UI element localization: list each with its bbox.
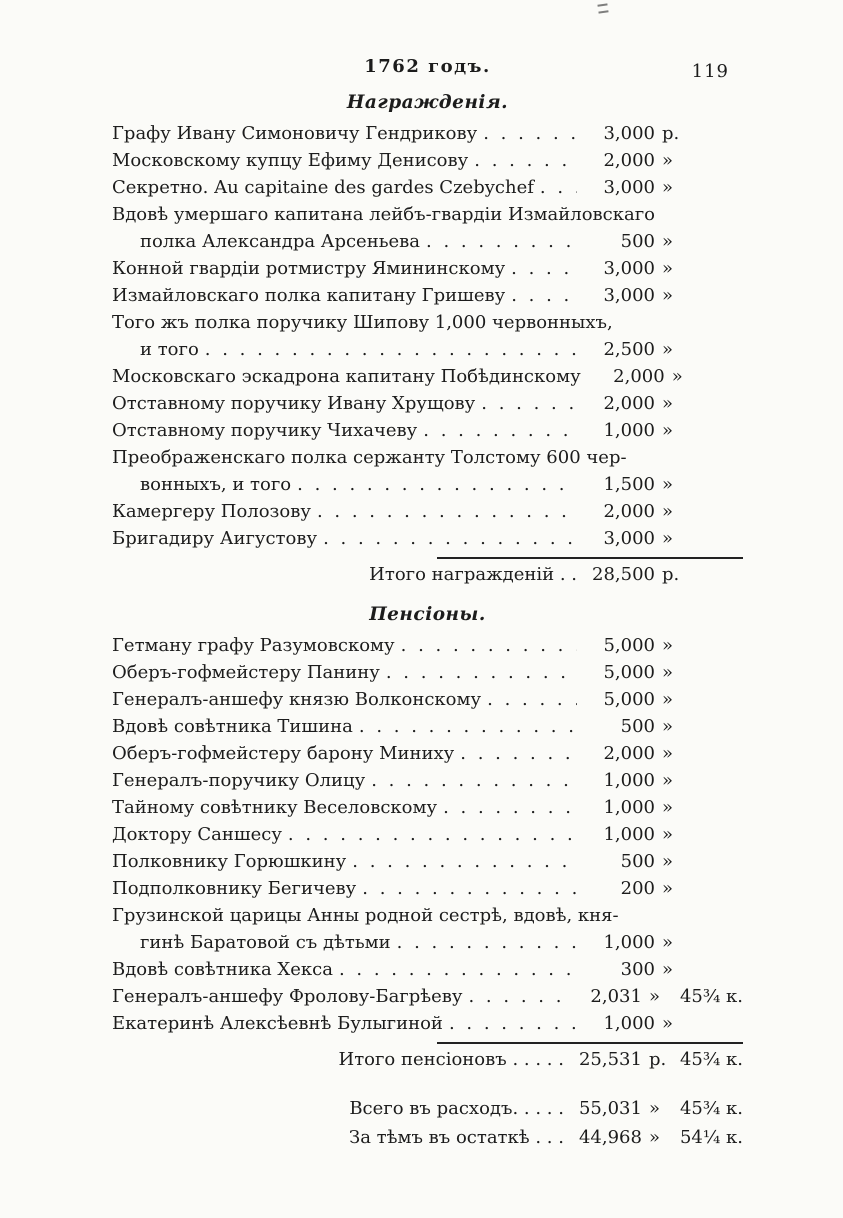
dot-leader (380, 659, 577, 686)
dot-leader (454, 740, 577, 767)
ledger-row (112, 1010, 743, 1037)
dot-leader (311, 498, 577, 525)
entry-label: Гетману графу Разумовскому (112, 635, 395, 656)
dot-leader (365, 767, 577, 794)
entry-amount: 1,000 (603, 1013, 655, 1034)
dot-leader (346, 848, 577, 875)
page-number: 119 (691, 61, 729, 82)
total-rule (437, 557, 743, 559)
total-label: Итого пенсіоновъ . . . . . (338, 1049, 564, 1070)
ledger-row (112, 767, 743, 794)
entry-amount: 2,000 (613, 366, 665, 387)
entry-label: вонныхъ, и того (140, 474, 292, 495)
ledger-row (112, 417, 743, 444)
dot-leader (534, 174, 577, 201)
summary-label: Всего въ расходъ. . . . . (349, 1098, 564, 1119)
dot-leader (443, 1010, 577, 1037)
entry-amount: 2,000 (603, 743, 655, 764)
entry-unit: » (662, 501, 674, 522)
entry-amount: 1,000 (603, 420, 655, 441)
entry-label: Камергеру Полозову (112, 501, 311, 522)
total-label: Итого награжденій . . (369, 564, 577, 585)
entry-unit: » (662, 878, 674, 899)
ledger-row (112, 713, 743, 740)
entry-label: Генералъ-аншефу Фролову-Багрѣеву (112, 986, 463, 1007)
ledger-row (112, 363, 743, 390)
entry-unit: » (662, 743, 674, 764)
entry-label: Оберъ-гофмейстеру Панину (112, 662, 380, 683)
entry-amount: 1,500 (603, 474, 655, 495)
entry-unit: » (662, 285, 674, 306)
entry-label: Екатеринѣ Алексѣевнѣ Булыгиной (112, 1013, 443, 1034)
ledger-row (112, 390, 743, 417)
dot-leader (420, 228, 577, 255)
entry-unit: » (662, 824, 674, 845)
entry-label-line1: Грузинской царицы Анны родной сестрѣ, вдовѣ, кня- (112, 905, 619, 926)
entry-label: Московскому купцу Ефиму Денисову (112, 150, 469, 171)
entry-label-line1: Того жъ полка поручику Шипову 1,000 червонныхъ, (112, 312, 613, 333)
total-amount: 28,500 (592, 564, 655, 585)
dot-leader (462, 983, 563, 1010)
entry-unit: » (662, 716, 674, 737)
entry-label: Доктору Саншесу (112, 824, 282, 845)
entry-label: Подполковнику Бегичеву (112, 878, 357, 899)
entry-label: Бригадиру Аигустову (112, 528, 318, 549)
dot-leader (282, 821, 577, 848)
ledger-row (112, 255, 743, 282)
entry-label: и того (140, 339, 199, 360)
entry-label-line1: Вдовѣ умершаго капитана лейбъ-гвардіи Измайловскаго (112, 204, 656, 225)
summary-unit: » (648, 1127, 660, 1148)
dot-leader (468, 147, 577, 174)
summary-kopecks: 54¼ к. (679, 1127, 743, 1148)
entry-label: Вдовѣ совѣтника Тишина (112, 716, 353, 737)
entry-amount: 500 (620, 716, 655, 737)
ledger-row (112, 848, 743, 875)
entry-label: полка Александра Арсеньева (140, 231, 421, 252)
page-header (112, 0, 743, 82)
entry-unit: » (662, 528, 674, 549)
entry-unit: » (662, 258, 674, 279)
entry-unit: » (662, 797, 674, 818)
ledger-row (112, 740, 743, 767)
entry-unit: » (662, 393, 674, 414)
ledger-row (112, 228, 743, 255)
dot-leader (391, 929, 577, 956)
dot-leader (353, 713, 577, 740)
entry-unit: » (662, 851, 674, 872)
entry-amount: 2,000 (603, 501, 655, 522)
ledger-row (112, 120, 743, 147)
entry-label: Московскаго эскадрона капитану Побѣдинскому (112, 366, 581, 387)
entry-unit: » (662, 959, 674, 980)
ledger-row (112, 471, 743, 498)
dot-leader (505, 282, 577, 309)
summary-row-total-expense (112, 1095, 743, 1122)
entry-label: Отставному поручику Чихачеву (112, 420, 418, 441)
entry-unit: » (662, 932, 674, 953)
ledger-row (112, 525, 743, 552)
ledger-row (112, 956, 743, 983)
entry-amount: 5,000 (603, 662, 655, 683)
dot-leader (475, 390, 577, 417)
ledger-row (112, 632, 743, 659)
entry-amount: 1,000 (603, 824, 655, 845)
ledger-row (112, 498, 743, 525)
ledger-row (112, 686, 743, 713)
entry-unit: » (662, 150, 674, 171)
dot-leader (417, 417, 577, 444)
entry-label: Генералъ-аншефу князю Волконскому (112, 689, 482, 710)
entry-label: Генералъ-поручику Олицу (112, 770, 366, 791)
total-unit: р. (648, 1049, 667, 1070)
entry-unit: » (662, 177, 674, 198)
entry-amount: 3,000 (603, 177, 655, 198)
entry-label: Вдовѣ совѣтника Хекса (112, 959, 333, 980)
entry-amount: 2,031 (590, 986, 642, 1007)
section-title-pensions: Пенсіоны. (369, 604, 486, 625)
section-title-awards: Награжденія. (346, 92, 509, 113)
entry-unit: » (648, 986, 660, 1007)
dot-leader (481, 686, 577, 713)
entry-label: Отставному поручику Ивану Хрущову (112, 393, 476, 414)
dot-leader (317, 525, 577, 552)
entry-amount: 3,000 (603, 285, 655, 306)
entry-amount: 200 (620, 878, 655, 899)
ledger-row (112, 336, 743, 363)
summary-unit: » (648, 1098, 660, 1119)
dot-leader (291, 471, 577, 498)
entry-unit: » (662, 420, 674, 441)
entry-amount: 3,000 (603, 528, 655, 549)
entry-label: Графу Ивану Симоновичу Гендрикову (112, 123, 478, 144)
entry-amount: 500 (620, 851, 655, 872)
entry-label: Секретно. Au capitaine des gardes Czebychef (112, 177, 534, 198)
ledger-row (112, 821, 743, 848)
dot-leader (395, 632, 577, 659)
summary-label: За тѣмъ въ остаткѣ . . . (348, 1127, 564, 1148)
entry-unit: » (662, 662, 674, 683)
ledger-row (112, 659, 743, 686)
ledger-row (112, 983, 743, 1010)
dot-leader (333, 956, 577, 983)
dot-leader (505, 255, 577, 282)
entry-unit: » (662, 689, 674, 710)
entry-unit: » (662, 770, 674, 791)
entry-amount: 2,500 (603, 339, 655, 360)
entry-amount: 1,000 (603, 797, 655, 818)
total-unit: р. (662, 564, 680, 585)
total-kopecks: 45¾ к. (679, 1049, 743, 1070)
dot-leader (199, 336, 577, 363)
ledger-row (112, 174, 743, 201)
entry-label: Полковнику Горюшкину (112, 851, 347, 872)
total-rule (437, 1042, 743, 1044)
running-title: 1762 годъ. (364, 56, 491, 77)
entry-unit: р. (662, 123, 680, 144)
total-row-pensions (112, 1046, 743, 1073)
entry-unit: » (671, 366, 683, 387)
ledger-row (112, 147, 743, 174)
entry-amount: 1,000 (603, 932, 655, 953)
entry-unit: » (662, 231, 674, 252)
summary-amount: 55,031 (578, 1098, 642, 1119)
summary-row-remainder (112, 1124, 743, 1151)
entry-amount: 5,000 (603, 689, 655, 710)
entry-unit: » (662, 474, 674, 495)
entry-label: Тайному совѣтнику Веселовскому (112, 797, 438, 818)
dot-leader (477, 120, 577, 147)
ledger-row (112, 794, 743, 821)
entry-amount: 2,000 (603, 150, 655, 171)
entry-unit: » (662, 635, 674, 656)
entry-amount: 3,000 (603, 258, 655, 279)
entry-label: Конной гвардіи ротмистру Ямининскому (112, 258, 506, 279)
grand-summary (112, 1095, 743, 1151)
total-amount: 25,531 (578, 1049, 642, 1070)
total-row-awards (112, 561, 743, 588)
entry-amount: 500 (620, 231, 655, 252)
ledger-row (112, 282, 743, 309)
entry-amount: 300 (620, 959, 655, 980)
entry-amount: 3,000 (603, 123, 655, 144)
entry-amount: 5,000 (603, 635, 655, 656)
entry-amount: 1,000 (603, 770, 655, 791)
ledger-row (112, 929, 743, 956)
summary-kopecks: 45¾ к. (679, 1098, 743, 1119)
summary-amount: 44,968 (578, 1127, 642, 1148)
ledger-row (112, 875, 743, 902)
entry-label: Оберъ-гофмейстеру барону Миниху (112, 743, 455, 764)
dot-leader (437, 794, 577, 821)
entry-label: Измайловскаго полка капитану Гришеву (112, 285, 506, 306)
entry-unit: » (662, 1013, 674, 1034)
entry-amount: 2,000 (603, 393, 655, 414)
entry-label-line1: Преображенскаго полка сержанту Толстому 600 чер- (112, 447, 627, 468)
dot-leader (356, 875, 577, 902)
entry-label: гинѣ Баратовой съ дѣтьми (140, 932, 391, 953)
entry-kopecks: 45¾ к. (679, 986, 743, 1007)
entry-unit: » (662, 339, 674, 360)
